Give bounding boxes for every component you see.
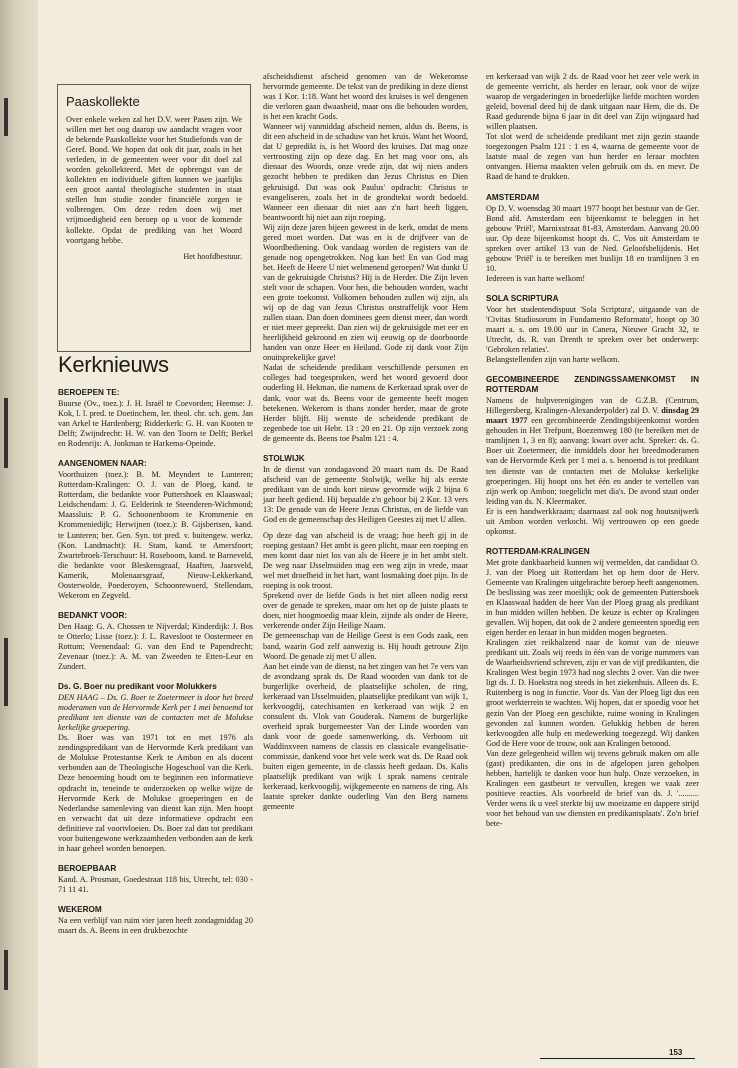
column-3 [486,72,699,829]
paaskollekte-signature: Het hoofdbestuur. [183,251,242,261]
amsterdam-heading: AMSTERDAM [486,192,540,202]
kerknieuws-title: Kerknieuws [58,352,169,377]
paaskollekte-title: Paaskollekte [66,94,140,109]
boer-lead: DEN HAAG – Ds. G. Boer te Zoetermeer is door het breed moderamen van de Hervormde Kerk per 1 mei benoemd tot predikant ten dienste van de contacten met de Molukse kerkelijke groepering. [58,693,253,733]
binding-mark [4,638,8,706]
gecombineerde-heading: GECOMBINEERDE ZENDINGSSAMENKOMST IN ROTTERDAM [486,375,699,395]
wekerom-paragraph: Nadat de scheidende predikant verschillende personen en colleges had toegesproken, werd het woord gevoerd door ouderling H. Hekman, die namens de Kerkeraad sprak over de dank, voor wat ds. Beens voor de gemeente heeft mogen betekenen. Wekerom is thans zonder herder, maar de grote Herder blijft. Hij wenste de scheidende predikant de zegenbede toe uit Hebr. 13 : 20 en 21. Op zijn verzoek zong de gemeente ds. Beens toe Psalm 121 : 4. [263,363,468,443]
gecombineerde-text-a: Namens de hulpverenigingen van de G.Z.B. (Centrum, Hillegersberg, Kralingen-Alexanderpolder) zal D. V. [486,396,699,416]
gecombineerde-closing: Er is een handwerkkraam; daarnaast zal ook nog houtsnijwerk uit Ambon worden verkocht. Wij vertrouwen op een goede opkomst. [486,506,699,536]
stolwijk-heading: STOLWIJK [263,453,305,463]
stolwijk-paragraph: Aan het einde van de dienst, na het zingen van het 7e vers van de avondzang sprak ds. De Raad woorden van dank tot de burgerlijke overheid, de plaatselijke scholen, de ring, kerkeraad van IJsselmuiden, plaatselijke predikant van wijk 1, kerkvoogdij, catechisanten en kerkeraad van wijk 2 en consulent ds. Vlok van Gouderak. Namens de burgerlijke overheid sprak burgemeester Van der Linde woorden van dank voor de goede samenwerking, ds. Verboom uit Waddinxveen namens de classis en classicale evangelisatie-commissie, dankend voor het vele werk wat ds. De Raad ook buiten eigen gemeente, in de classis heeft gedaan. Ds. Kalis plaatselijk predikant van wijk 1 sprak namens centrale kerkeraad, kerkvoogdij, wijkgemeente en namens de ring. Als laatste spreker dankte ouderling Van den Berg namens gemeente [263,661,468,812]
stolwijk-continued: Tot slot werd de scheidende predikant met zijn gezin staande toegezongen Psalm 121 : 1 en 4, waarna de gemeente voor de laatste maal de zegen van hun herder en leraar mochten ontvangen. Hierna maakten velen gebruik om ds. en mevr. De Raad de hand te drukken. [486,132,699,182]
kralingen-text: Van deze gelegenheid willen wij tevens gebruik maken om alle (gast) predikanten, die ons in de afgelopen jaren geholpen hebben, hartelijk te danken voor hun hulp. Onze verzoeken, in Kralingen een gastbeurt te vervullen, kregen we vaak zeer positieve reacties. Als voorbeeld de brief van ds. J. '.......... Verder wens ik u veel sterkte bij uw moeizame en dappere strijd voor het behoud van uw diensten en predikantsplaats'. Zo'n brief bete- [486,748,699,829]
gecombineerde-date: dinsdag 29 maart 1977 [486,406,700,426]
paaskollekte-box [57,84,251,352]
beroepen-heading: BEROEPEN TE: [58,388,120,397]
binding-mark [4,950,8,990]
stolwijk-continued: en kerkeraad van wijk 2 ds. de Raad voor het zeer vele werk in de gemeente verricht, als herder en leraar, ook voor de wijze waarop de vergaderingen in broederlijke liefde mochten worden geleid, bovenal deed hij de dank uitgaan naar Hem, die ds. De Raad gedurende bijna 6 jaar in dit deel van Zijn wijngaard had willen plaatsen. [486,72,699,132]
kralingen-text: Kralingen ziet reikhalzend naar de komst van de nieuwe predikant uit. Zoals wij reeds in één van de vorige nummers van de Waarheidsvriend schreven, zijn er van de vijf predikanten, die Kralingen West begin 1973 had nog slechts 2 over. Van die twee ligt ds. J. D. Hoekstra nog steeds in het ziekenhuis. Alleen ds. E. Ruitenberg is nog in functie. Voor ds. Van der Ploeg ligt dus een groot werkterrein te wachten. Wij hopen, dat er spoedig voor het gezin Van der Ploeg een geschikte, ruime woning in Kralingen gevonden zal kunnen worden. Gelukkig hebben de heren kerkvoogden alle hulp en medewerking toegezegd. Wij danken God de Here voor de trouw, ook aan Kralingen betoond. [486,638,699,748]
gecombineerde-text-b: een gecombineerde Zendingsbijeenkomst worden gehouden in Het Trefpunt, Boezemweg 180 (te bereiken met de tramlijnen 1, 3 en 8); aanvang: kwart over acht. Spreker: ds. G. Boer uit Zoetermeer, die inmiddels door het breedmoderamen van de Hervormde Kerk per 1 mei a. s. benoemd is tot predikant ten dienste van de contacten met de Molukse kerkelijke groeperingen. Hij hoopt ons het één en ander te vertellen van zijn werk op Ambon; toegelicht met dia's. De avond staat onder leiding van ds. N. Kleermaker. [486,416,699,506]
amsterdam-text: Op D. V. woensdag 30 maart 1977 hoopt het bestuur van de Ger. Bond afd. Amsterdam een bijeenkomst te beleggen in het gebouw 'Priël', Marnixstraat 81-83, Amsterdam. Aanvang 20.00 uur. Op deze bijeenkomst hoopt ds. C. Vos uit Amsterdam te spreken over artikel 13 van de Ned. Geloofsbelijdenis. Het gebouw 'Priël' is te bereiken met buslijn 18 en tramlijnen 3 en 10. [486,203,699,273]
beroepbaar-heading: BEROEPBAAR [58,863,117,873]
aangenomen-text: Voorthuizen (toez.): B. M. Meyndert te Lunteren; Rotterdam-Kralingen: O. J. van de Ploeg, kand. te Rotterdam, die bedankte voor Puttershoek en Klaaswaal; Leidschendam: J. G. Eelderink te Steenderen-Wichmond; Maassluis: P. G. Schoonenboom te Krommenie en Krommeniedijk; Herwijnen (toez.): B. Gijsbertsen, kand. te Lunteren; ber. Gen. Syn. tot pred. v. buitengew. werkz. (Kon. Landmacht): H. Stam, kand. te Amersfoort; Zwartebroek-Terschuur: H. Roseboom, kand. te Barneveld, die bedankte voor Bleskensgraaf, Haaften, Jaarsveld, Kamerik, Molenaarsgraaf, Nieuw-Lekkerkand, Oosterwolde, Poederoyen, Schoonrewoerd, Stellendam, Wekerom en Zegveld. [58,470,253,600]
page-binding-edge [0,0,38,1068]
beroepbaar-text: Kand. A. Prosman, Goedestraat 118 bis, Utrecht, tel: 030 - 71 11 41. [58,874,253,894]
beroepen-text: Buurse (Ov., toez.): J. H. Israël te Coevorden; Heemse: J. Kok, l. l. pred. te Doetinchem, ler. theol. chr. sch. gem. Jan van Arkel te Hardenberg; Ridderkerk: G. H. van Kooten te Delft; Zwijndrecht: H. W. van den Toorn te Delft; Berkel en Rodenrijs: A. Jonkman te Harkema-Opeinde. [58,399,253,449]
stolwijk-paragraph: Sprekend over de liefde Gods is het niet alleen nodig eerst over de genade te spreken, maar om het op de juiste plaats te doen, niet hoogmoedig maar klein, zijnde als onder de Heere, verkerende onder Zijn Heilige Naam. [263,591,468,631]
stolwijk-paragraph: In de dienst van zondagavond 20 maart nam ds. De Raad afscheid van de gemeente Stolwijk, welke hij als eerste predikant van de sinds kort nieuw gevormde wijk 2 bijna 6 jaar heeft gediend. Hij bepaalde z'n gehoor bij 2 Kor. 13 vers 13: De genade van de Heere Jezus Christus, en de liefde van God en de gemeenschap des Heiligen Geestes zij met U allen. [263,464,468,524]
sola-scriptura-text: Voor het studentendispuut 'Sola Scriptura', uitgaande van de 'Civitas Studiosorum in Fundamento Reformato', hoopt op 30 maart a. s. om 19.00 uur in Canera, Nieuwe Gracht 32, te Utrecht, ds. R. van Drenth te spreken over het onderwerp: 'Gebroken relaties'. [486,304,699,355]
binding-mark [4,98,8,136]
stolwijk-paragraph: De gemeenschap van de Heilige Geest is een Gods zaak, een band, waarin God zelf aanwezig is. Hij houdt getrouw Zijn Woord. De genade zij met U allen. [263,631,468,661]
sola-scriptura-closing: Belangstellenden zijn van harte welkom. [486,355,620,365]
kralingen-heading: ROTTERDAM-KRALINGEN [486,546,590,556]
column-1 [58,378,253,936]
boer-heading: Ds. G. Boer nu predikant voor Molukkers [58,682,217,692]
wekerom-paragraph: Wanneer wij vanmiddag afscheid nemen, aldus ds. Beens, is dit een afscheid in de schaduw van het kruis. Want het Woord, dat U gepredikt is, is het Woord des kruises. Dat mag onze vertroosting zijn op deze dag. En het mag voor ons, als dienaar des Woords, onze vrede zijn, dat wij niets anders gezocht hebben te prediken dan Jezus Christus en Dien gekruisigd. Dat was ook Paulus' opdracht: Christus te evangeliseren, zoals het in de grondtekst wordt bedoeld. Wanneer een dienaar dit niet aan z'n hart heeft liggen, beantwoordt hij niet aan zijn roeping. [263,122,468,222]
bedankt-heading: BEDANKT VOOR: [58,610,128,620]
kralingen-text: Met grote dankbaarheid kunnen wij vermelden, dat candidaat O. J. van der Ploeg uit Rotterdam het op hem door de Herv. Gemeente van Kralingen uitgebrachte beroep heeft aangenomen. De beslissing was zeer moeilijk; ook de gemeenten Puttershoek en Klaaswaal hadden de heer Van der Ploeg graag als predikant in hun midden willen hebben. De keuze is echter op Kralingen gevallen. Wij hopen, dat ook de 2 andere gemeenten spoedig een eigen herder en leraar in hun midden mogen begroeten. [486,557,699,638]
bedankt-text: Den Haag: G. A. Chossen te Nijverdal; Kinderdijk: J. Bos te Otterlo; Lisse (toez.): J. L. Ravesloot te Oostermeer en Rottum; Veenendaal: G. van den End te Papendrecht; Zevenaar (toez.): A. M. van Zweeden te Etten-Leur en Zundert. [58,621,253,672]
stolwijk-paragraph: Op deze dag van afscheid is de vraag; hoe heeft gij in de roeping gestaan? Het ambt is geen plicht, maar een roeping en men komt daar niet los van als de Heere je in het ambt stelt. De weg naar IJsselmuiden mag een weg zijn in vrede, maar wel met droefheid in het hart, want losmaking doet pijn. In de roeping is ook troost. [263,531,468,591]
wekerom-text: Na een verblijf van ruim vier jaren heeft zondagmiddag 20 maart ds. A. Beens in een drukbezochte [58,915,253,935]
aangenomen-heading: AANGENOMEN NAAR: [58,459,147,469]
wekerom-paragraph: Wij zijn deze jaren bijeen geweest in de kerk, omdat de mens gered moet worden. Dat was en is de drijfveer van de Woordbediening. Ook vandaag worden de registers van de genade nog opengetrokken. Nog kan het! En van God mag het. Heeft de Heere U niet welmenend geroepen? Wat dunkt U van de gekruisigde Christus? Hij is de Herder. Die Zijn leven stelt voor de schapen. Voor hen, die behouden worden, wacht een grote toekomst. Volkomen behouden zullen wij zijn, als wij op de dag van Jezus Christus onstraffelijk voor Hem zullen staan. Dan doen dominees geen dienst meer, dan wordt er niet meer gepreekt. Dan zien wij de gekruisigde met eer en heerlijkheid gekroond en zien wij eeuwig op de doorboorde handen van onze Heer en Heiland. Gode zij dank voor Zijn onuitsprekelijke gave! [263,222,468,363]
page-number: 153 [669,1048,683,1057]
gecombineerde-text [486,396,699,507]
sola-scriptura-heading: SOLA SCRIPTURA [486,293,559,303]
wekerom-heading: WEKEROM [58,904,102,914]
binding-mark [4,398,8,468]
paaskollekte-body: Over enkele weken zal het D.V. weer Pasen zijn. We willen met het oog daarop uw aandacht vragen voor de bekende Paaskollekte voor het Studiefonds van de Geref. Bond. We hopen dat ook dit jaar, zoals in het verleden, in de gemeenten weer voor dit doel zal worden gekollekteerd. Met de opbrengst van de kollekten en individuele giften kunnen we jaarlijks een groot aantal theologische studenten in staat stellen hun studie zonder financiële zorgen te volbrengen. Om deze reden doen wij met vrijmoedigheid een beroep op u voor de komende kollekte. Opdat de prediking van het Woord voortgang hebbe. [66,115,242,245]
amsterdam-closing: Iedereen is van harte welkom! [486,273,586,283]
page-number-rule [540,1058,695,1059]
boer-text: Ds. Boer was van 1971 tot en met 1976 als zendingspredikant van de Hervormde Kerk predikant van de Molukse Protestantse Kerk te Ambon en als docent verbonden aan de Theologische Hogeschool van die Kerk. Deze benoeming houdt om te beginnen een informatieve opdracht in, teneinde te onderzoeken op welke wijze de Hervormde Kerk de Molukse groeperingen en de Nederlandse samenleving van dienst kan zijn. Men hoopt en verwacht dat uit deze informatieve opdracht een definitieve zal voortvloeien. Ds. Boer zal dan tot predikant voor buitengewone werkzaamheden verbonden aan de kerk in haar geheel worden benoepen. [58,733,253,853]
wekerom-continued: afscheidsdienst afscheid genomen van de Wekeromse hervormde gemeente. De tekst van de prediking in deze dienst was 1 Kor. 1:18. Want het woord des kruises is wel dengenen die verloren gaan dwaasheid, maar ons die behouden worden, is het een kracht Gods. [263,72,468,122]
column-2 [263,72,468,812]
